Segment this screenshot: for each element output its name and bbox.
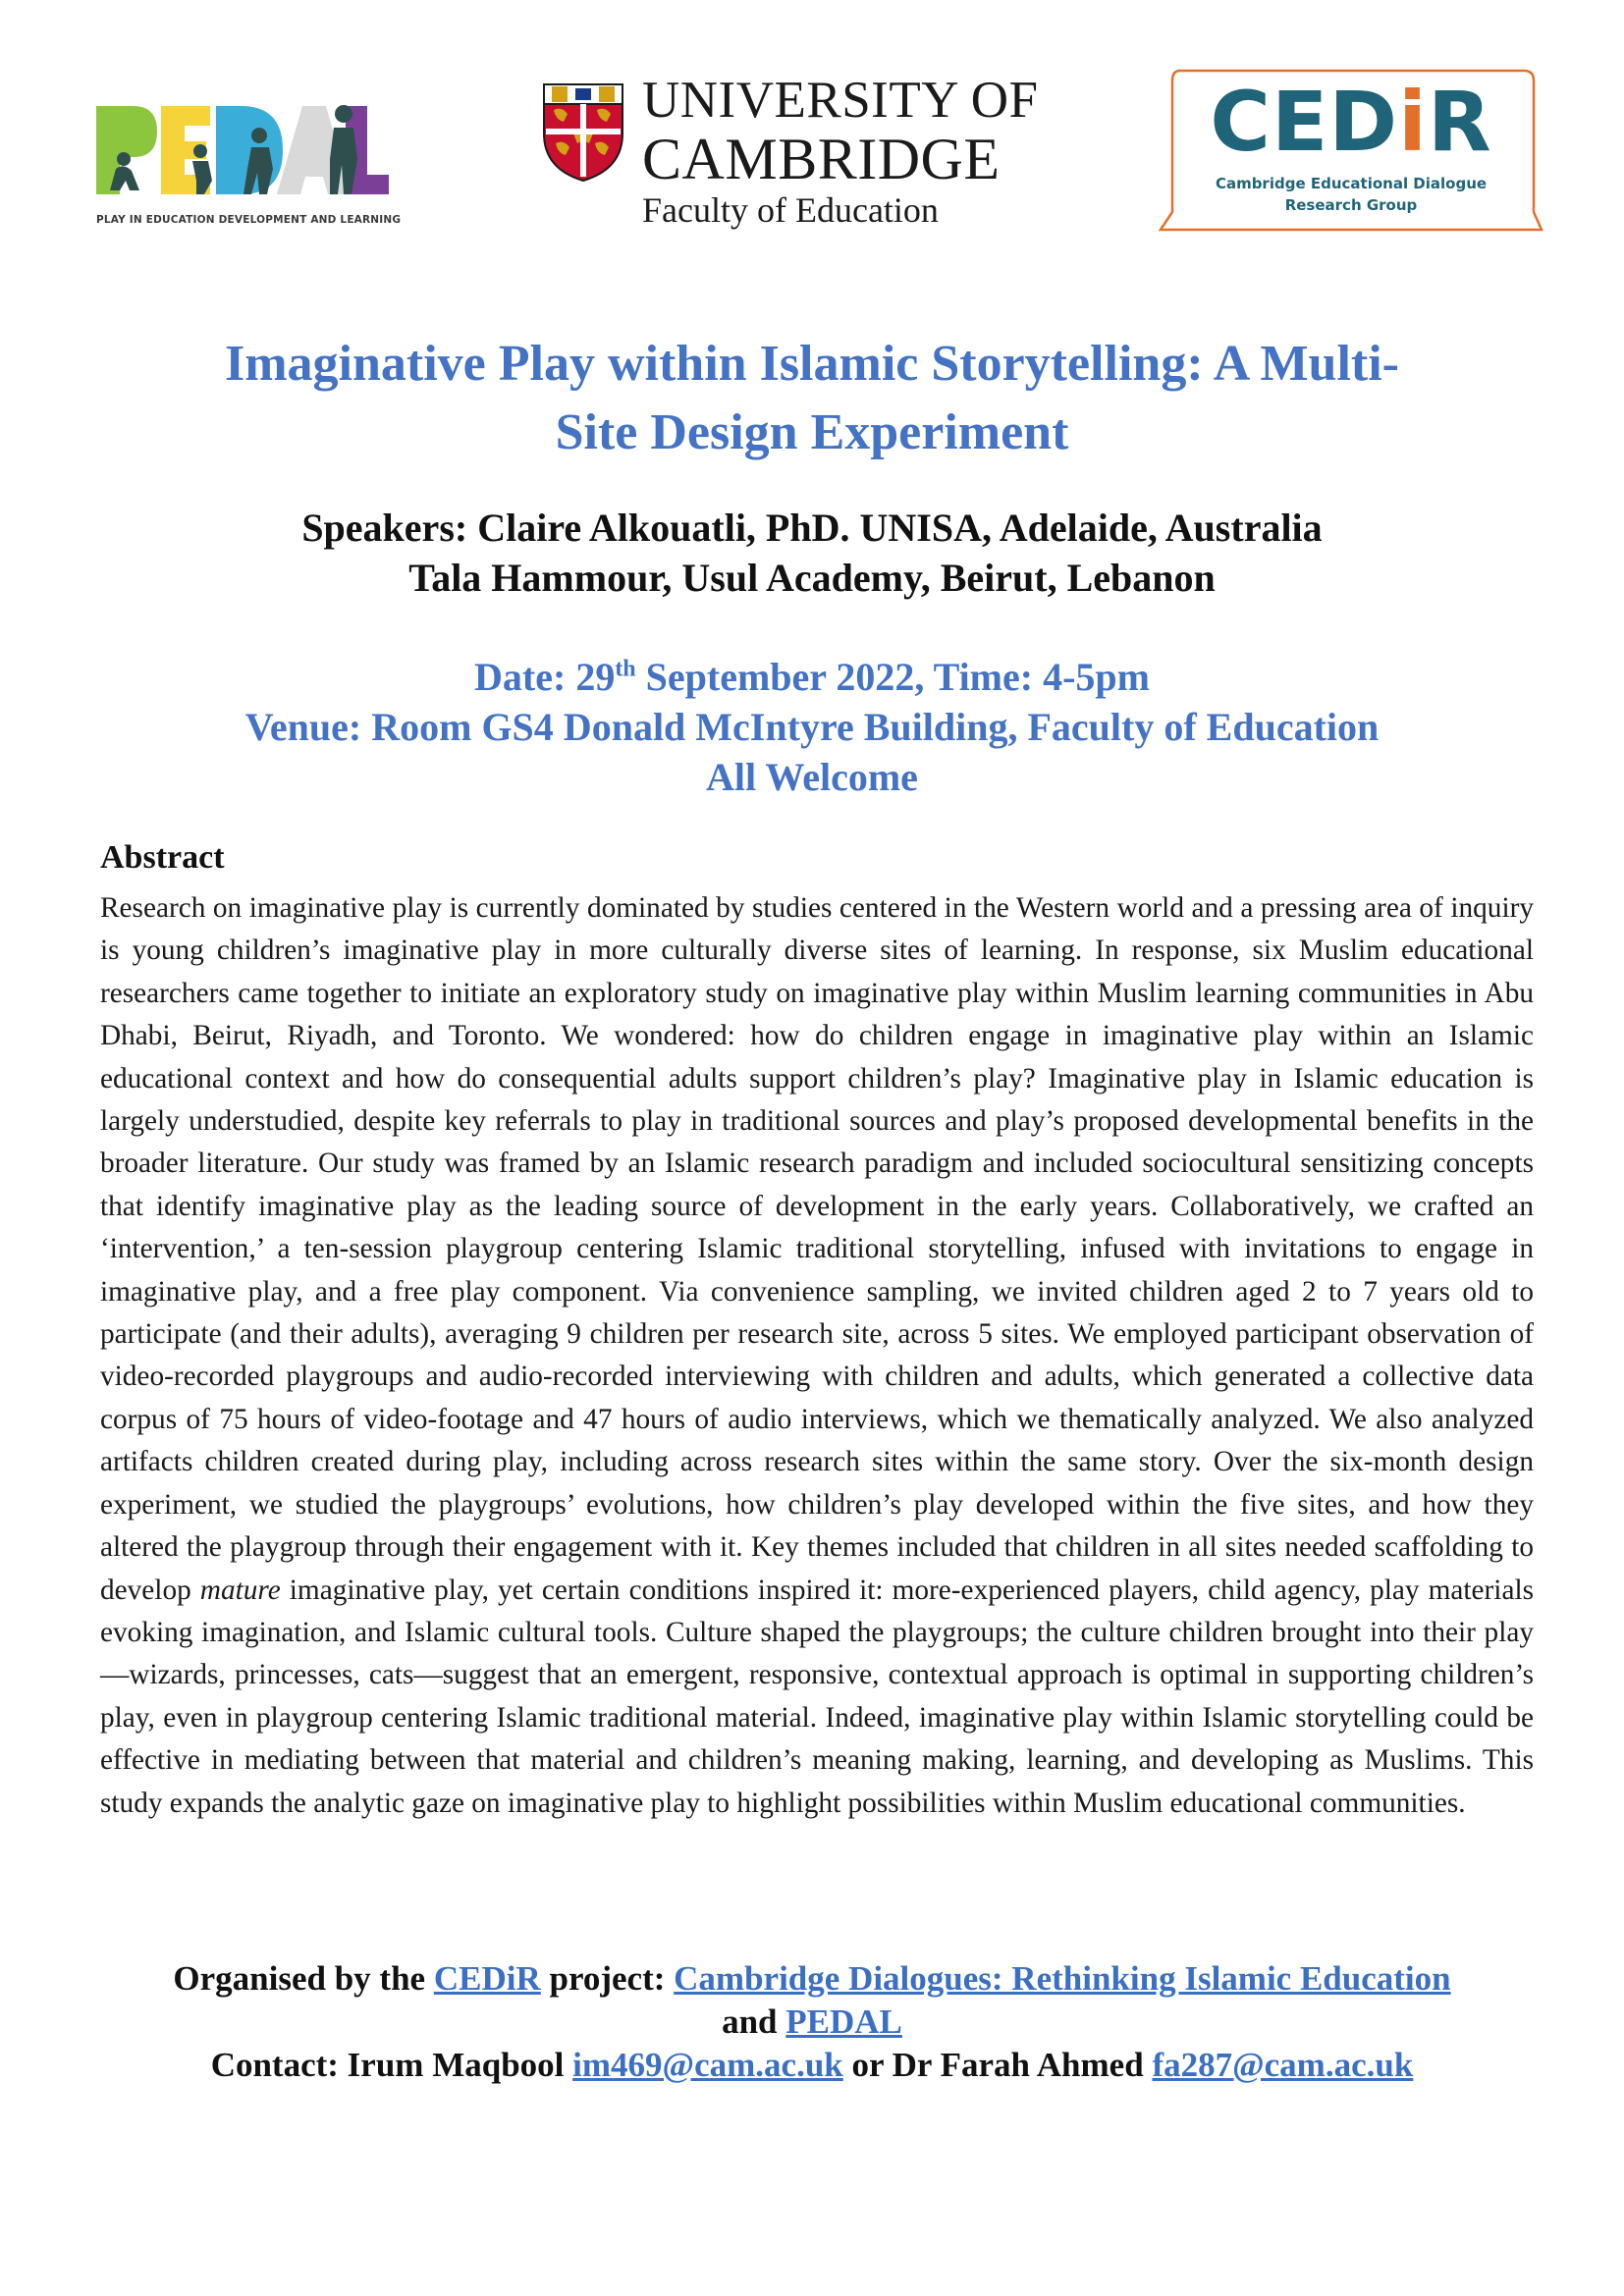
cedir-word-main: CED xyxy=(1210,74,1399,170)
event-details xyxy=(98,652,1526,802)
event-title xyxy=(98,330,1526,467)
speaker-2: Tala Hammour, Usul Academy, Beirut, Lebanon xyxy=(408,556,1216,600)
cedir-link[interactable]: CEDiR xyxy=(433,1959,541,1998)
logo-banner xyxy=(0,61,1624,238)
cedir-wordmark xyxy=(1159,74,1543,170)
event-date xyxy=(98,652,1526,702)
pedal-tagline: PLAY IN EDUCATION DEVELOPMENT AND LEARNING xyxy=(96,214,402,226)
and-text: and xyxy=(722,2002,786,2041)
pedal-letters-graphic xyxy=(94,100,389,198)
organised-prefix: Organised by the xyxy=(173,1959,434,1998)
cambridge-line1: UNIVERSITY OF xyxy=(642,72,1039,129)
cedir-word-end: R xyxy=(1427,74,1492,170)
event-date-sup: th xyxy=(615,656,636,682)
event-welcome: All Welcome xyxy=(706,755,918,799)
email-link-1[interactable]: im469@cam.ac.uk xyxy=(572,2046,843,2084)
cambridge-crest-icon xyxy=(542,82,624,183)
cambridge-faculty: Faculty of Education xyxy=(642,190,939,230)
contact-or-text: or Dr Farah Ahmed xyxy=(842,2046,1153,2084)
event-date-suffix: September 2022, Time: 4-5pm xyxy=(635,655,1150,699)
contact-line xyxy=(59,2044,1565,2087)
event-date-prefix: Date: 29 xyxy=(474,655,616,699)
pedal-logo xyxy=(94,88,402,236)
abstract-body xyxy=(100,887,1534,1825)
pedal-link[interactable]: PEDAL xyxy=(785,2002,902,2041)
cambridge-logo xyxy=(542,71,1053,228)
cedir-subtitle-2: Research Group xyxy=(1284,196,1418,214)
and-line xyxy=(59,2001,1565,2044)
organised-line xyxy=(59,1957,1565,2001)
abstract-text-before: Research on imaginative play is currently dominated by studies centered in the Western world and a pressing area of inquiry is young children’s imaginative play in more culturally diverse sites of learning. In response, six Muslim educational researchers came together to initiate an exploratory study on imaginative play within Muslim learning communities in Abu Dhabi, Beirut, Riyadh, and Toronto. We wondered: how do children engage in imaginative play within an Islamic educational context and how do consequential adults support children’s play? Imaginative play in Islamic education is largely understudied, despite key referrals to play in traditional sources and play’s proposed developmental benefits in the broader literature. Our study was framed by an Islamic research paradigm and included sociocultural sensitizing concepts that identify imaginative play as the leading source of development in the early years. Collaboratively, we crafted an ‘intervention,’ a ten-session playgroup centering Islamic traditional storytelling, infused with invitations to engage in imaginative play, and a free play component. Via convenience sampling, we invited children aged 2 to 7 years old to participate (and their adults), averaging 9 children per research site, across 5 sites. We employed participant observation of video-recorded playgroups and audio-recorded interviewing with children and adults, which generated a collective data corpus of 75 hours of video-footage and 47 hours of audio interviews, which we thematically analyzed. We also analyzed artifacts children created during play, including across research sites within the same story. Over the six-month design experiment, we studied the playgroups’ evolutions, how children’s play developed within the five sites, and how they altered the playgroup through their engagement with it. Key themes included that children in all sites needed scaffolding to develop xyxy=(100,892,1534,1606)
project-text: project: xyxy=(540,1959,675,1998)
event-title-line2: Site Design Experiment xyxy=(555,404,1069,460)
cedir-subtitle-1: Cambridge Educational Dialogue xyxy=(1215,175,1488,192)
cedir-logo xyxy=(1159,67,1543,240)
cambridge-dialogues-link[interactable]: Cambridge Dialogues: Rethinking Islamic Education xyxy=(674,1959,1451,1998)
footer-block xyxy=(59,1957,1565,2087)
abstract-text-after: imaginative play, yet certain conditions inspired it: more-experienced players, child agency, play materials evoking imagination, and Islamic cultural tools. Culture shaped the playgroups; the culture children brought into their play—wizards, princesses, cats—suggest that an emergent, responsive, contextual approach is optimal in supporting children’s play, even in playgroup centering Islamic traditional material. Indeed, imaginative play within Islamic storytelling could be effective in mediating between that material and children’s meaning making, learning, and developing as Muslims. This study expands the analytic gaze on imaginative play to highlight possibilities within Muslim educational communities. xyxy=(100,1574,1534,1819)
contact-prefix: Contact: Irum Maqbool xyxy=(210,2046,573,2084)
event-title-line1: Imaginative Play within Islamic Storytelling: A Multi- xyxy=(225,336,1399,392)
speakers-block xyxy=(98,503,1526,603)
cedir-word-i: i xyxy=(1398,74,1428,170)
event-venue: Venue: Room GS4 Donald McIntyre Building, Faculty of Education xyxy=(244,705,1380,749)
email-link-2[interactable]: fa287@cam.ac.uk xyxy=(1152,2046,1414,2084)
cambridge-line2: CAMBRIDGE xyxy=(642,127,1001,191)
speaker-1: Speakers: Claire Alkouatli, PhD. UNISA, Adelaide, Australia xyxy=(301,506,1323,550)
abstract-heading: Abstract xyxy=(100,839,225,876)
abstract-text-italic: mature xyxy=(199,1574,281,1606)
